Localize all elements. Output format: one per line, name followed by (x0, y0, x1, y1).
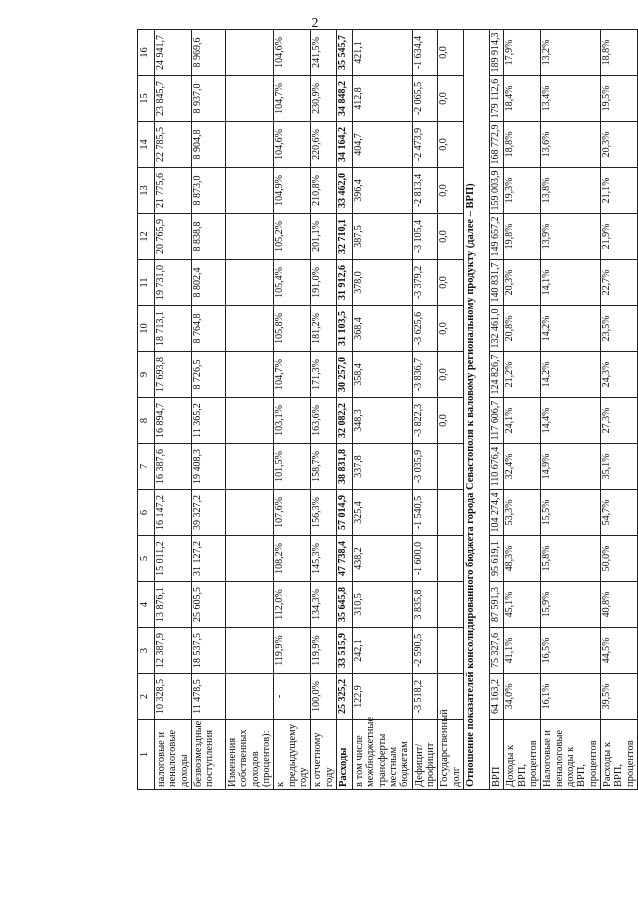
table-cell: 24,1% (504, 398, 541, 444)
table-cell: 22 785,5 (155, 122, 192, 168)
table-cell: 0,0 (438, 352, 464, 398)
table-cell: 171,3% (311, 352, 337, 398)
table-cell: 35 645,8 (336, 582, 352, 628)
section-title: Отношение показателей консолидированного бюджета города Севастополя к валовому региональному продукту (далее – ВРП) (463, 30, 489, 790)
row-label: безвозмездные поступления (191, 720, 225, 790)
table-row (336, 30, 352, 790)
table-cell: -3 518,2 (412, 674, 438, 720)
table-cell (438, 628, 464, 674)
table-cell: 39,5% (600, 674, 637, 720)
table-cell: 32,4% (504, 444, 541, 490)
table-cell: 421,1 (352, 30, 412, 76)
table-cell: 35,1% (600, 444, 637, 490)
column-header: 5 (138, 536, 155, 582)
table-cell: 412,8 (352, 76, 412, 122)
column-header: 11 (138, 260, 155, 306)
table-cell: 119,9% (274, 628, 311, 674)
column-header: 10 (138, 306, 155, 352)
row-label: Налоговые и неналоговые доходы к ВРП, процентов (541, 720, 601, 790)
table-cell: 13 876,1 (155, 582, 192, 628)
table-cell: 8 726,5 (191, 352, 225, 398)
table-cell: 230,9% (311, 76, 337, 122)
page-number: 2 (311, 16, 319, 31)
table-cell: 337,8 (352, 444, 412, 490)
table-cell: 0,0 (438, 30, 464, 76)
table-cell: 87 591,3 (489, 582, 503, 628)
table-cell: 22,7% (600, 260, 637, 306)
table-cell: 104,6% (274, 30, 311, 76)
table-cell: 21,2% (504, 352, 541, 398)
budget-table (137, 29, 638, 790)
table-cell: 23,5% (600, 306, 637, 352)
table-cell (225, 490, 273, 536)
table-cell: 8 873,0 (191, 168, 225, 214)
table-cell: -1 600,0 (412, 536, 438, 582)
table-cell: 24 941,7 (155, 30, 192, 76)
table-cell: 0,0 (438, 168, 464, 214)
table-row (600, 30, 637, 790)
table-cell (225, 214, 273, 260)
table-cell: 20,8% (504, 306, 541, 352)
table-cell: 0,0 (438, 76, 464, 122)
table-cell: 13,8% (541, 168, 601, 214)
table-cell: 15,5% (541, 490, 601, 536)
table-cell: 132 461,0 (489, 306, 503, 352)
table-cell (438, 444, 464, 490)
table-cell: 11 478,5 (191, 674, 225, 720)
column-header: 9 (138, 352, 155, 398)
table-cell: 19 408,3 (191, 444, 225, 490)
table-row (504, 30, 541, 790)
table-cell: 34,0% (504, 674, 541, 720)
column-header: 1 (138, 720, 155, 790)
table-cell: 19,5% (600, 76, 637, 122)
table-cell: 16 894,7 (155, 398, 192, 444)
row-label: к предыдущему году (274, 720, 311, 790)
rotated-table-container (137, 30, 636, 790)
column-header: 16 (138, 30, 155, 76)
table-row (155, 30, 192, 790)
table-row (191, 30, 225, 790)
column-header: 15 (138, 76, 155, 122)
table-cell: 134,3% (311, 582, 337, 628)
table-cell: 201,1% (311, 214, 337, 260)
vrp-rows (489, 30, 637, 790)
table-cell: 39 327,2 (191, 490, 225, 536)
table-cell: 438,2 (352, 536, 412, 582)
table-cell: 378,0 (352, 260, 412, 306)
table-cell: 168 772,9 (489, 122, 503, 168)
table-cell: -3 105,4 (412, 214, 438, 260)
table-cell: 181,2% (311, 306, 337, 352)
table-cell: 12 387,9 (155, 628, 192, 674)
table-cell (225, 536, 273, 582)
table-cell: 8 838,8 (191, 214, 225, 260)
table-row (438, 30, 464, 790)
table-cell: 33 462,0 (336, 168, 352, 214)
table-cell: 189 914,3 (489, 30, 503, 76)
table-cell: 107,6% (274, 490, 311, 536)
table-cell: 23 845,7 (155, 76, 192, 122)
table-cell (438, 490, 464, 536)
table-cell: -3 822,3 (412, 398, 438, 444)
table-cell: 57 014,9 (336, 490, 352, 536)
table-cell: 8 937,0 (191, 76, 225, 122)
table-cell: 191,0% (311, 260, 337, 306)
table-cell: 163,6% (311, 398, 337, 444)
table-cell: 119,9% (311, 628, 337, 674)
table-cell: 25 605,5 (191, 582, 225, 628)
table-cell: 241,5% (311, 30, 337, 76)
table-cell: 104,7% (274, 76, 311, 122)
table-cell: 220,6% (311, 122, 337, 168)
table-cell: 396,4 (352, 168, 412, 214)
table-cell: 16,1% (541, 674, 601, 720)
table-cell: 368,4 (352, 306, 412, 352)
table-row (225, 30, 273, 790)
table-row (541, 30, 601, 790)
column-header: 4 (138, 582, 155, 628)
table-cell: 20,3% (504, 260, 541, 306)
table-cell (225, 582, 273, 628)
table-cell: 158,7% (311, 444, 337, 490)
table-cell: 17 693,8 (155, 352, 192, 398)
table-cell: 140 831,7 (489, 260, 503, 306)
row-label: Дефицит/профицит (412, 720, 438, 790)
table-cell (225, 444, 273, 490)
table-cell (438, 536, 464, 582)
table-cell: 16 387,6 (155, 444, 192, 490)
table-cell: - (274, 674, 311, 720)
table-cell (225, 168, 273, 214)
table-cell: 104,6% (274, 122, 311, 168)
table-cell: 145,3% (311, 536, 337, 582)
table-cell: 325,4 (352, 490, 412, 536)
table-cell: 35 545,7 (336, 30, 352, 76)
table-cell: 18 713,1 (155, 306, 192, 352)
table-cell: 14,2% (541, 352, 601, 398)
table-cell: -2 590,5 (412, 628, 438, 674)
row-label: ВРП (489, 720, 503, 790)
table-cell: 20,3% (600, 122, 637, 168)
table-cell (225, 398, 273, 444)
table-cell (225, 306, 273, 352)
table-cell: -3 035,9 (412, 444, 438, 490)
table-cell: 3 835,8 (412, 582, 438, 628)
column-header: 13 (138, 168, 155, 214)
table-cell: 108,2% (274, 536, 311, 582)
table-cell: 149 657,2 (489, 214, 503, 260)
column-header: 14 (138, 122, 155, 168)
table-cell: 8 969,6 (191, 30, 225, 76)
table-cell: 19,3% (504, 168, 541, 214)
table-cell: 404,7 (352, 122, 412, 168)
table-cell: -2 473,9 (412, 122, 438, 168)
table-cell: 31 912,6 (336, 260, 352, 306)
table-cell: 8 802,4 (191, 260, 225, 306)
table-cell: 117 606,7 (489, 398, 503, 444)
table-cell: 122,9 (352, 674, 412, 720)
table-cell: 33 515,9 (336, 628, 352, 674)
table-cell: 101,5% (274, 444, 311, 490)
table-cell: 38 831,8 (336, 444, 352, 490)
table-cell: 19 731,0 (155, 260, 192, 306)
table-cell: 16 147,2 (155, 490, 192, 536)
table-cell: 32 082,2 (336, 398, 352, 444)
table-cell: -3 379,2 (412, 260, 438, 306)
table-cell: 64 163,2 (489, 674, 503, 720)
table-cell: 310,5 (352, 582, 412, 628)
table-cell: 18,8% (600, 30, 637, 76)
table-cell: 8 904,8 (191, 122, 225, 168)
table-cell: 0,0 (438, 122, 464, 168)
row-label: к отчетному году (311, 720, 337, 790)
row-label: Доходы к ВРП, процентов (504, 720, 541, 790)
table-cell (438, 582, 464, 628)
table-cell: -2 813,4 (412, 168, 438, 214)
table-cell: 100,0% (311, 674, 337, 720)
table-row (274, 30, 311, 790)
row-label: Расходы к ВРП, процентов (600, 720, 637, 790)
row-label: налоговые и неналоговые доходы (155, 720, 192, 790)
table-cell: 16,5% (541, 628, 601, 674)
table-cell: -1 634,4 (412, 30, 438, 76)
table-cell: 156,3% (311, 490, 337, 536)
row-label: Государственный долг (438, 720, 464, 790)
table-cell: 14,1% (541, 260, 601, 306)
table-cell: 14,4% (541, 398, 601, 444)
row-label: Изменения собственных доходов (процентов): (225, 720, 273, 790)
table-cell: 27,3% (600, 398, 637, 444)
table-cell: 14,9% (541, 444, 601, 490)
table-cell: 104 274,4 (489, 490, 503, 536)
table-cell: 44,5% (600, 628, 637, 674)
table-cell: 105,4% (274, 260, 311, 306)
column-number-row (138, 30, 155, 790)
table-cell: 210,8% (311, 168, 337, 214)
table-cell: 17,9% (504, 30, 541, 76)
column-header: 3 (138, 628, 155, 674)
table-cell: 50,0% (600, 536, 637, 582)
table-cell: 0,0 (438, 306, 464, 352)
table-cell: 387,5 (352, 214, 412, 260)
table-cell (225, 30, 273, 76)
row-label: в том числе межбюджетные трансферты местным бюджетам (352, 720, 412, 790)
table-cell: 48,3% (504, 536, 541, 582)
table-cell: 358,4 (352, 352, 412, 398)
table-cell: 31 103,5 (336, 306, 352, 352)
table-cell: -1 540,5 (412, 490, 438, 536)
column-header: 6 (138, 490, 155, 536)
table-cell: 124 826,7 (489, 352, 503, 398)
table-cell: 53,3% (504, 490, 541, 536)
table-cell: 21,9% (600, 214, 637, 260)
table-cell (225, 674, 273, 720)
row-label: Расходы (336, 720, 352, 790)
table-cell (225, 76, 273, 122)
table-cell: 105,2% (274, 214, 311, 260)
table-cell: 34 164,2 (336, 122, 352, 168)
table-cell (225, 352, 273, 398)
table-cell: -2 065,5 (412, 76, 438, 122)
table-cell: 0,0 (438, 398, 464, 444)
table-cell: 34 848,2 (336, 76, 352, 122)
table-cell: 242,1 (352, 628, 412, 674)
table-cell: 15,9% (541, 582, 601, 628)
table-cell: 0,0 (438, 260, 464, 306)
table-cell: 54,7% (600, 490, 637, 536)
table-row (412, 30, 438, 790)
table-cell: 19,8% (504, 214, 541, 260)
table-cell (225, 260, 273, 306)
table-cell: 10 328,5 (155, 674, 192, 720)
table-cell: 11 365,2 (191, 398, 225, 444)
budget-rows (155, 30, 464, 790)
table-cell: 104,7% (274, 352, 311, 398)
table-cell: 21,1% (600, 168, 637, 214)
table-cell: 47 738,4 (336, 536, 352, 582)
table-cell: -3 836,7 (412, 352, 438, 398)
table-row (489, 30, 503, 790)
table-cell: 30 257,0 (336, 352, 352, 398)
table-cell (225, 122, 273, 168)
table-cell: 18 537,5 (191, 628, 225, 674)
column-header: 2 (138, 674, 155, 720)
table-row (352, 30, 412, 790)
table-cell: 32 710,1 (336, 214, 352, 260)
table-cell: 104,9% (274, 168, 311, 214)
table-cell: 31 127,2 (191, 536, 225, 582)
section-row (463, 30, 489, 790)
table-cell: 0,0 (438, 214, 464, 260)
table-cell: 13,2% (541, 30, 601, 76)
table-cell: 13,9% (541, 214, 601, 260)
table-row (311, 30, 337, 790)
column-header: 8 (138, 398, 155, 444)
column-header: 7 (138, 444, 155, 490)
table-cell: 14,2% (541, 306, 601, 352)
table-cell: 21 775,6 (155, 168, 192, 214)
table-cell: 348,3 (352, 398, 412, 444)
table-cell: 40,8% (600, 582, 637, 628)
table-cell: 20 765,9 (155, 214, 192, 260)
table-cell: 18,4% (504, 76, 541, 122)
table-cell: 45,1% (504, 582, 541, 628)
table-cell: 159 003,9 (489, 168, 503, 214)
table-cell: 95 619,1 (489, 536, 503, 582)
table-cell: 24,3% (600, 352, 637, 398)
table-cell: 110 676,4 (489, 444, 503, 490)
table-cell (225, 628, 273, 674)
table-cell: 105,8% (274, 306, 311, 352)
column-header: 12 (138, 214, 155, 260)
table-cell: 15,8% (541, 536, 601, 582)
table-cell: 75 327,6 (489, 628, 503, 674)
table-cell: 8 764,8 (191, 306, 225, 352)
table-cell: 25 325,2 (336, 674, 352, 720)
table-cell: -3 625,6 (412, 306, 438, 352)
table-cell: 15 011,2 (155, 536, 192, 582)
table-cell: 13,6% (541, 122, 601, 168)
table-cell: 179 112,6 (489, 76, 503, 122)
table-cell: 112,0% (274, 582, 311, 628)
table-cell: 13,4% (541, 76, 601, 122)
table-cell: 103,1% (274, 398, 311, 444)
table-cell: 18,8% (504, 122, 541, 168)
table-cell: 41,1% (504, 628, 541, 674)
